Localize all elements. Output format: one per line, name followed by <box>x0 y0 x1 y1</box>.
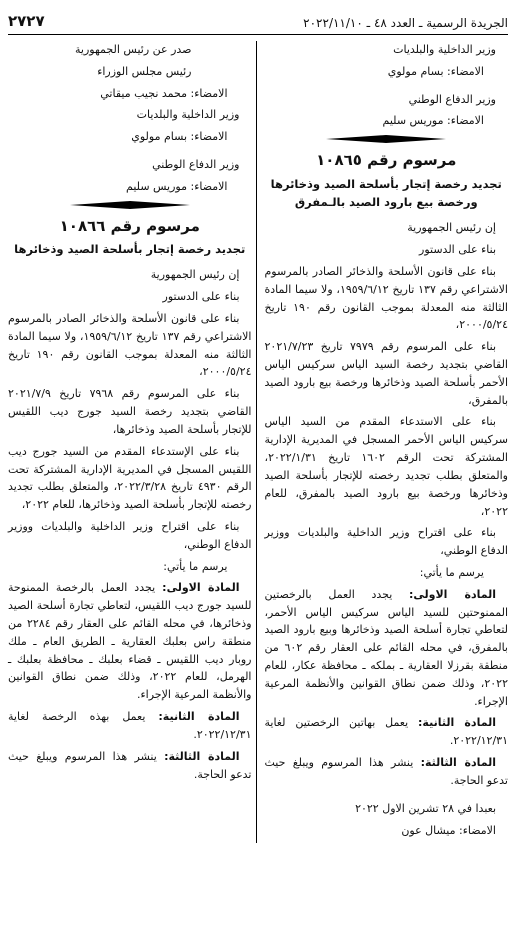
signatory-name: الامضاء: موريس سليم <box>126 179 228 193</box>
article-label: المادة الثالثة: <box>164 749 240 763</box>
divider-ornament <box>70 201 190 209</box>
signatory-title: وزير الداخلية والبلديات <box>393 43 496 56</box>
decree-number: مرسوم رقم ١٠٨٦٦ <box>59 216 200 235</box>
running-title: الجريدة الرسمية ـ العدد ٤٨ ـ ٢٠٢٢/١١/١٠ <box>303 16 508 30</box>
article-1 <box>265 586 509 711</box>
signature: الامضاء: ميشال عون <box>401 823 496 837</box>
divider-ornament <box>326 135 446 143</box>
page-number: ٢٧٢٧ <box>8 12 45 30</box>
signatory-name: الامضاء: بسام مولوي <box>387 64 484 78</box>
article-text: يعمل بهاتين الرخصتين لغاية ٢٠٢٢/١٢/٣١. <box>264 716 508 748</box>
article-label: المادة الاولى: <box>162 581 240 595</box>
decrees-phrase: يرسم ما يأتي: <box>419 565 484 579</box>
decree-number: مرسوم رقم ١٠٨٦٥ <box>316 151 457 170</box>
article-label: المادة الاولى: <box>408 587 496 601</box>
preamble-president: إن رئيس الجمهورية <box>150 268 240 282</box>
preamble-para: بناء على الدستور <box>162 290 240 304</box>
issued-by: صدر عن رئيس الجمهورية <box>75 43 192 56</box>
article-2 <box>265 714 509 750</box>
right-column <box>257 41 509 843</box>
decree-subject: تجديد رخصة إتجار بأسلحة الصيد وذخائرها <box>14 241 246 256</box>
decrees-phrase: يرسم ما يأتي: <box>163 559 228 573</box>
article-text: يعمل بهذه الرخصة لغاية ٢٠٢٢/١٢/٣١. <box>8 710 252 741</box>
page-header <box>8 8 508 35</box>
place-date: بعبدا في ٢٨ تشرين الاول ٢٠٢٢ <box>355 801 496 815</box>
columns <box>8 41 508 843</box>
article-3 <box>8 748 252 784</box>
article-text: ينشر هذا المرسوم ويبلغ حيث تدعو الحاجة. <box>8 749 252 781</box>
signatory-title: وزير الداخلية والبلديات <box>136 108 240 122</box>
preamble-para: بناء على اقتراح وزير الداخلية والبلديات ووزير الدفاع الوطني، <box>8 519 252 551</box>
signatory-title: وزير الدفاع الوطني <box>408 92 496 106</box>
preamble-para: بناء على قانون الأسلحة والذخائر الصادر بالمرسوم الاشتراعي رقم ١٣٧ تاريخ ١٩٥٩/٦/١٢، ولا سيما المادة الثالثة منه المعدلة بموجب القانون رقم ١٩٠ تاريخ ٢٠٠٠/٥/٢٤، <box>264 264 508 332</box>
decree-divider <box>8 201 252 209</box>
signatory-name: الامضاء: محمد نجيب ميقاتي <box>100 86 228 100</box>
preamble-para: بناء على المرسوم رقم ٧٩٧٩ تاريخ ٢٠٢١/٧/٢٣ القاضي بتجديد رخصة السيد الياس سركيس الياس الأحمر بأسلحة الصيد وذخائرها ورخصة بيع بارود الصيد بالمفرق، <box>264 340 508 407</box>
preamble-para: بناء على المرسوم رقم ٧٩٦٨ تاريخ ٢٠٢١/٧/٩ القاضي بتجديد رخصة السيد جورج ديب اللقيس للإتجار بأسلحة الصيد وذخائرها، <box>8 387 252 436</box>
signatory-title: وزير الدفاع الوطني <box>152 158 240 172</box>
signatory-name: الامضاء: بسام مولوي <box>131 130 228 144</box>
signatory-name: الامضاء: موريس سليم <box>382 114 484 128</box>
article-label: المادة الثانية: <box>158 710 240 724</box>
preamble-para: بناء على قانون الأسلحة والذخائر الصادر بالمرسوم الاشتراعي رقم ١٣٧ تاريخ ١٩٥٩/٦/١٢، ولا سيما المادة الثالثة منه المعدلة بموجب القانون رقم ١٩٠ تاريخ ٢٠٠٠/٥/٢٤، <box>8 312 252 379</box>
article-3 <box>265 754 509 790</box>
article-text: ينشر هذا المرسوم ويبلغ حيث تدعو الحاجة. <box>264 756 508 787</box>
article-text: يجدد العمل بالرخصة الممنوحة للسيد جورج ديب اللقيس، لتعاطي تجارة أسلحة الصيد وذخائرها، في محله القائم على العقار رقم ٢٢٨٤ من منطقة راس بعلبك العقارية ـ الطريق العام ـ ملك روبار ديب اللقيس ـ قضاء بعلبك ـ محافظة بعلبك ـ الهرمل، للعام ٢٠٢٢، وذلك ضمن نطاق القوانين والأنظمة المرعية الإجراء. <box>8 581 252 702</box>
article-label: المادة الثالثة: <box>420 756 496 770</box>
preamble-para: بناء على الإستدعاء المقدم من السيد جورج ديب اللقيس المسجل في المديرية الإدارية المشتركة تحت الرقم ٤٩٣٠ تاريخ ٢٠٢٢/٣/٢٨، والمتعلق بطلب تجديد رخصته للإتجار بأسلحة الصيد وذخائرها، للعام ٢٠٢٢، <box>8 444 252 512</box>
preamble-para: بناء على الدستور <box>419 243 496 257</box>
article-1 <box>8 579 252 704</box>
preamble-president: إن رئيس الجمهورية <box>407 221 496 235</box>
preamble-para: بناء على الاستدعاء المقدم من السيد الياس سركيس الياس الأحمر المسجل في المديرية الإدارية المشتركة تحت الرقم ١٦٠٢ تاريخ ٢٠٢٢/١/٣١، والمتعلق بطلب تجديد رخصته للإتجار بأسلحة الصيد وذخائرها ورخصة بيع بارود الصيد بالمفرق، للعام ٢٠٢٢، <box>264 415 508 518</box>
article-2 <box>8 708 252 744</box>
preamble-para: بناء على اقتراح وزير الداخلية والبلديات ووزير الدفاع الوطني، <box>264 526 508 558</box>
left-column <box>8 41 257 843</box>
article-text: يجدد العمل بالرخصتين الممنوحتين للسيد الياس سركيس الياس الأحمر، لتعاطي تجارة أسلحة الصيد وذخائرها وبيع بارود الصيد بالمفرق، في محله القائم على العقار رقم ٦٠٢ من منطقة بقرزلا العقارية ـ بملكه ـ محافظة عكار، للعام ٢٠٢٢، وذلك ضمن نطاق القوانين والأنظمة المرعية الإجراء. <box>264 587 508 708</box>
decree-divider <box>265 135 509 143</box>
decree-subject: تجديد رخصة إتجار بأسلحة الصيد وذخائرها ورخصة بيع بارود الصيد بالـمفرق <box>270 176 502 209</box>
signatory-title: رئيس مجلس الوزراء <box>97 64 192 78</box>
article-label: المادة الثانية: <box>418 716 496 730</box>
